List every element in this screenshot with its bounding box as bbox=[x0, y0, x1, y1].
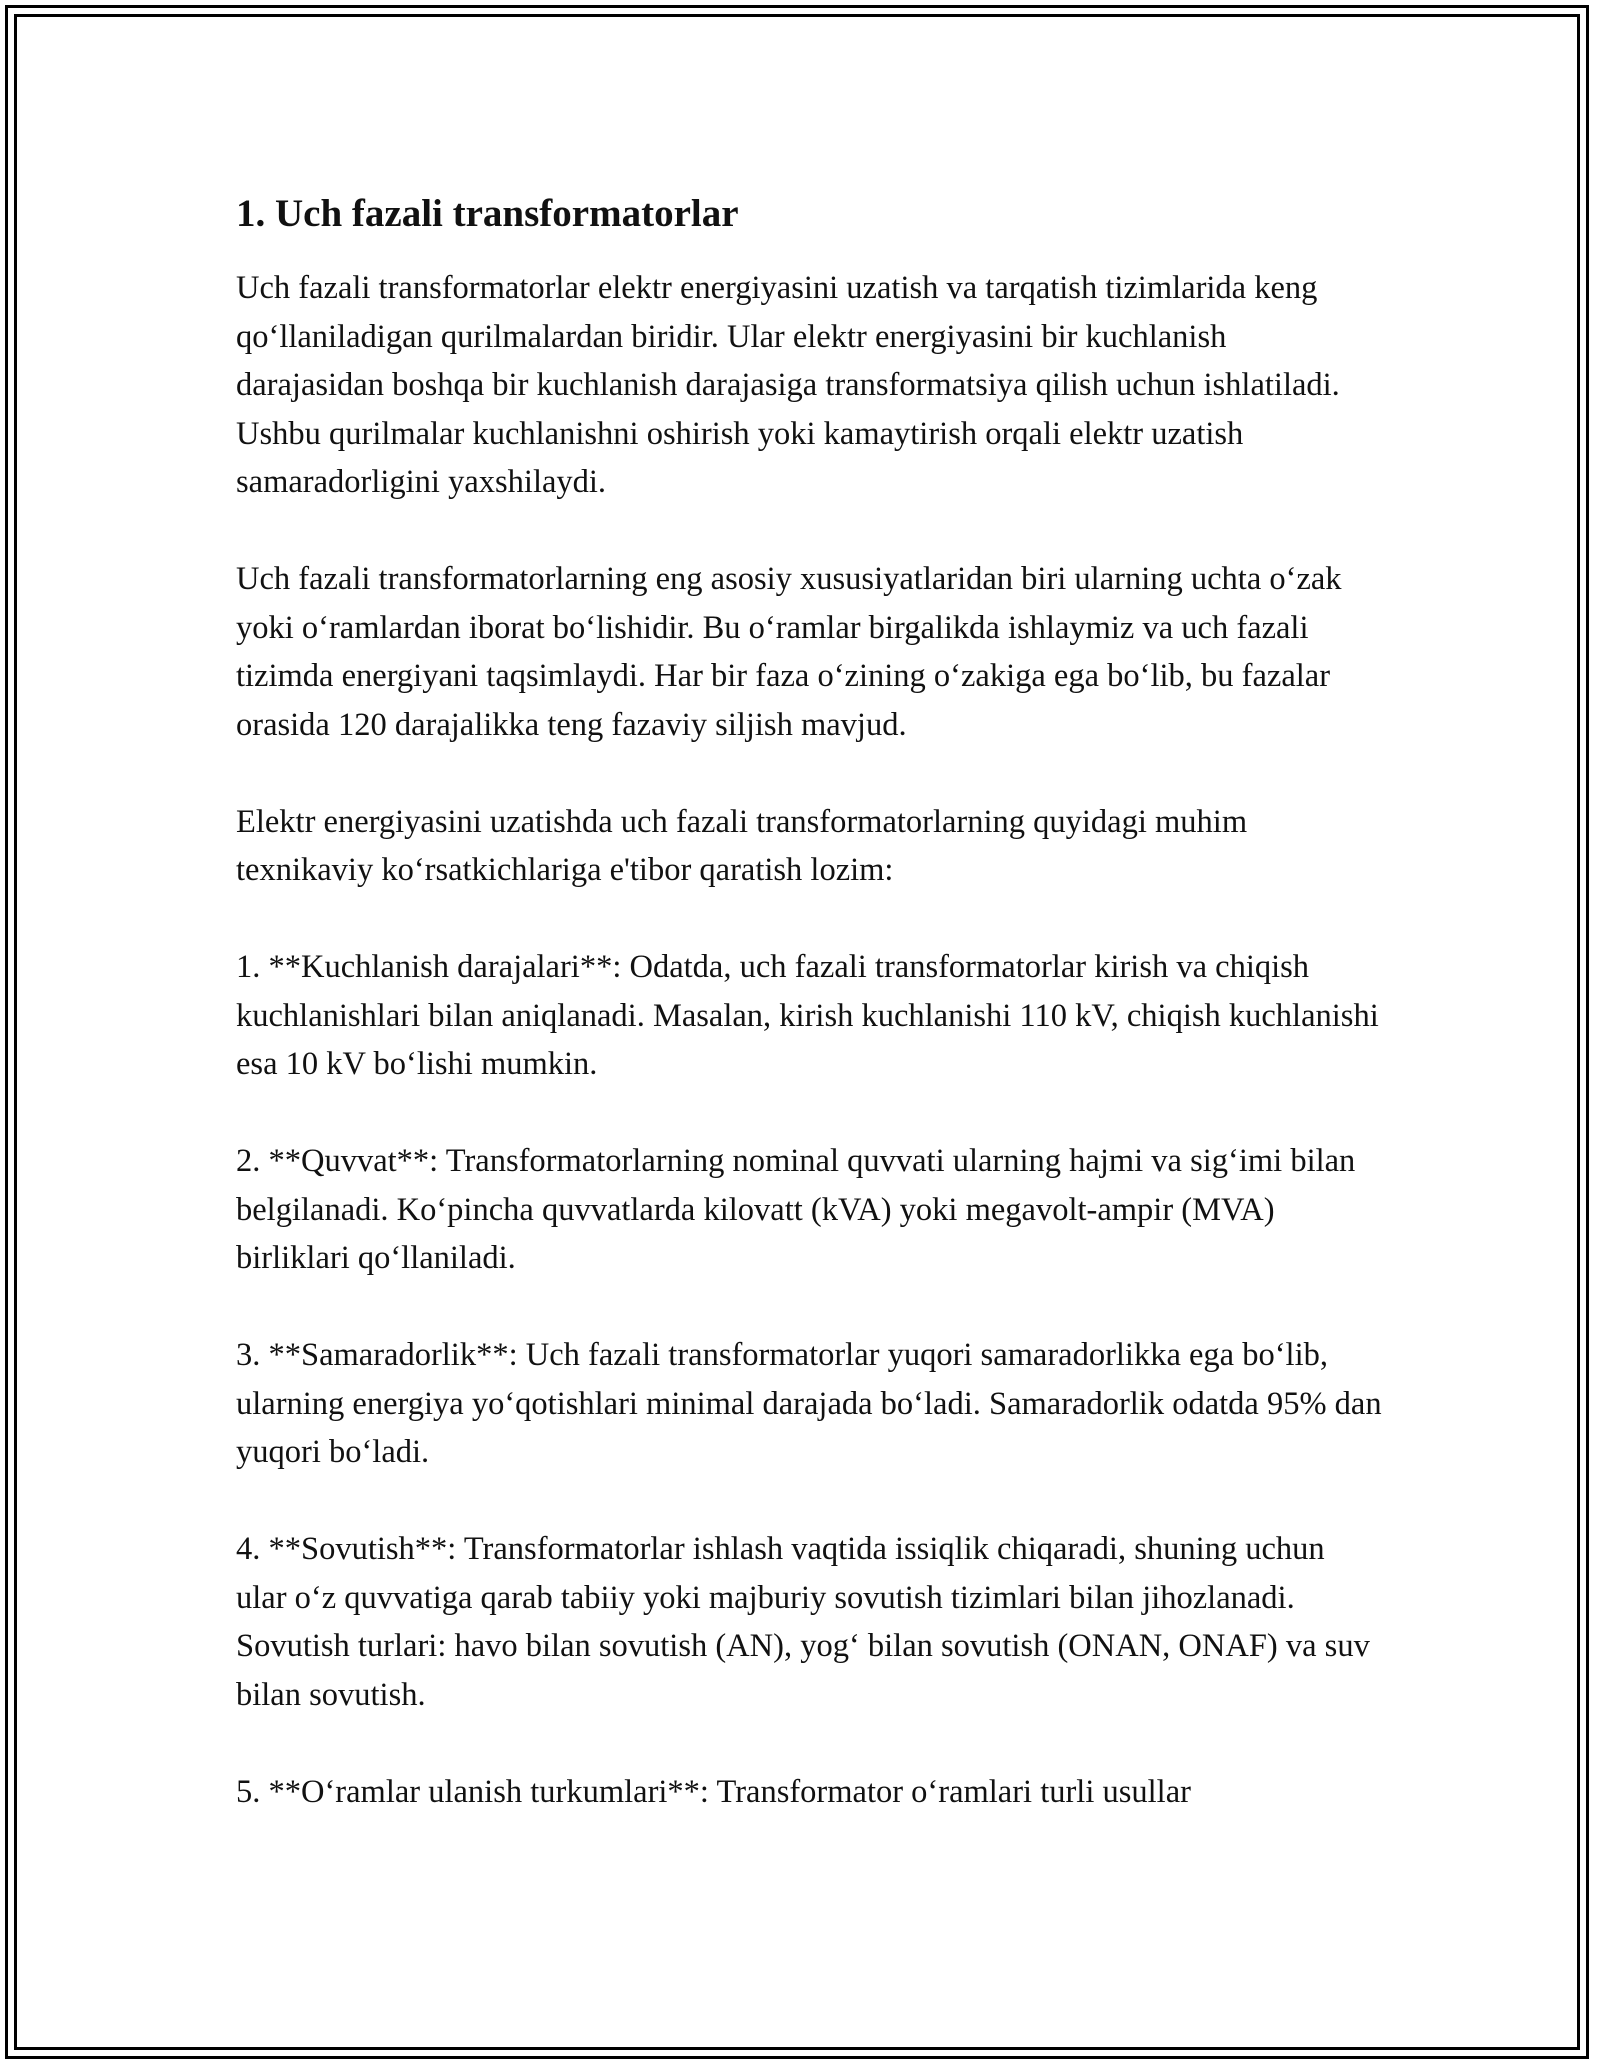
document-body bbox=[236, 180, 1382, 1816]
section-heading: 1. Uch fazali transformatorlar bbox=[236, 192, 739, 235]
list-item-voltage-levels: 1. **Kuchlanish darajalari**: Odatda, uch fazali transformatorlar kirish va chiqish kuchlanishlari bilan aniqlanadi. Masalan, kirish kuchlanishi 110 kV, chiqish kuchlanishi esa 10 kV bo‘lishi mumkin. bbox=[236, 949, 1379, 1082]
list-item-efficiency: 3. **Samaradorlik**: Uch fazali transformatorlar yuqori samaradorlikka ega bo‘lib, ularning energiya yo‘qotishlari minimal darajada bo‘ladi. Samaradorlik odatda 95% dan yuqori bo‘ladi. bbox=[236, 1337, 1382, 1470]
indicators-intro-paragraph: Elektr energiyasini uzatishda uch fazali transformatorlarning quyidagi muhim texnikaviy ko‘rsatkichlariga e'tibor qaratish lozim: bbox=[236, 803, 1248, 888]
list-item-winding-connections: 5. **O‘ramlar ulanish turkumlari**: Transformator o‘ramlari turli usullar bbox=[236, 1773, 1191, 1810]
intro-paragraph: Uch fazali transformatorlar elektr energiyasini uzatish va tarqatish tizimlarida keng qo‘llaniladigan qurilmalardan biridir. Ular elektr energiyasini bir kuchlanish darajasidan boshqa bir kuchlanish darajasiga transformatsiya qilish uchun ishlatiladi. Ushbu qurilmalar kuchlanishni oshirish yoki kamaytirish orqali elektr uzatish samaradorligini yaxshilaydi. bbox=[236, 270, 1340, 500]
list-item-power: 2. **Quvvat**: Transformatorlarning nominal quvvati ularning hajmi va sig‘imi bilan belgilanadi. Ko‘pincha quvvatlarda kilovatt (kVA) yoki megavolt-ampir (MVA) birliklari qo‘llaniladi. bbox=[236, 1143, 1356, 1276]
features-paragraph: Uch fazali transformatorlarning eng asosiy xususiyatlaridan biri ularning uchta o‘zak yoki o‘ramlardan iborat bo‘lishidir. Bu o‘ramlar birgalikda ishlaymiz va uch fazali tizimda energiyani taqsimlaydi. Har bir faza o‘zining o‘zakiga ega bo‘lib, bu fazalar orasida 120 darajalikka teng fazaviy siljish mavjud. bbox=[236, 561, 1342, 743]
list-item-cooling: 4. **Sovutish**: Transformatorlar ishlash vaqtida issiqlik chiqaradi, shuning uchun ular o‘z quvvatiga qarab tabiiy yoki majburiy sovutish tizimlari bilan jihozlanadi. Sovutish turlari: havo bilan sovutish (AN), yog‘ bilan sovutish (ONAN, ONAF) va suv bilan sovutish. bbox=[236, 1531, 1370, 1713]
